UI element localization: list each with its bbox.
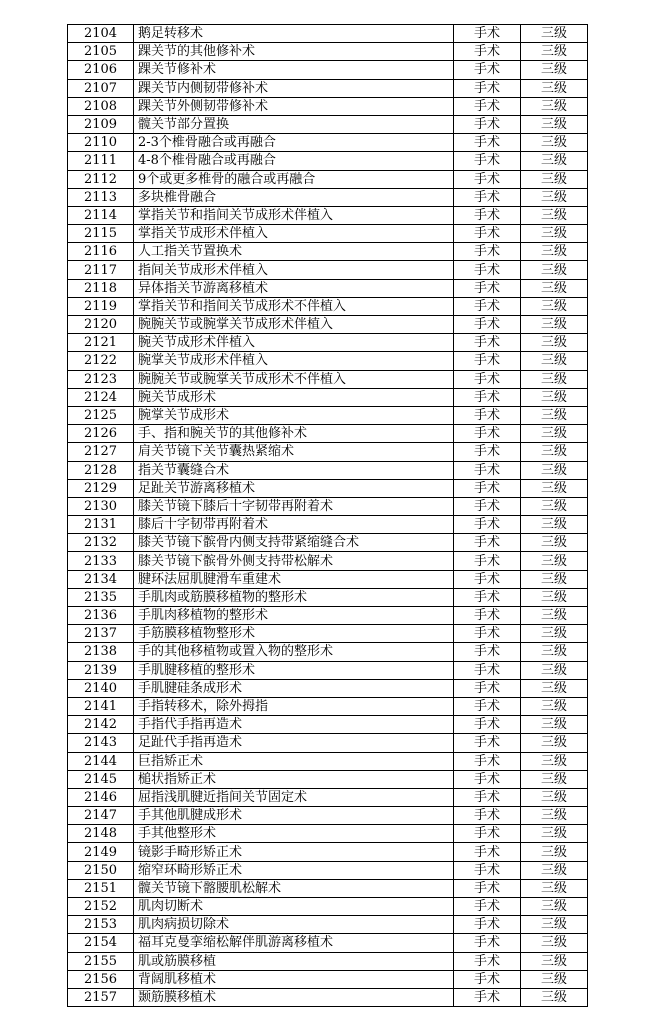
procedure-level-cell: 三级 [521,334,588,352]
row-number-cell: 2133 [68,552,134,570]
row-number-cell: 2146 [68,788,134,806]
table-row [68,843,588,861]
procedure-type-cell: 手术 [454,807,521,825]
table-row [68,170,588,188]
row-number-cell: 2110 [68,134,134,152]
procedure-type-cell: 手术 [454,388,521,406]
row-number-cell: 2107 [68,79,134,97]
table-row [68,97,588,115]
procedure-type-cell: 手术 [454,261,521,279]
procedure-table [67,24,588,1007]
procedure-name-cell: 指关节囊缝合术 [134,461,454,479]
procedure-level-cell: 三级 [521,443,588,461]
procedure-name-cell: 腕腕关节或腕掌关节成形术不伴植入 [134,370,454,388]
procedure-level-cell: 三级 [521,479,588,497]
procedure-name-cell: 踝关节外侧韧带修补术 [134,97,454,115]
procedure-type-cell: 手术 [454,588,521,606]
procedure-level-cell: 三级 [521,425,588,443]
row-number-cell: 2126 [68,425,134,443]
table-row [68,552,588,570]
procedure-level-cell: 三级 [521,261,588,279]
procedure-type-cell: 手术 [454,661,521,679]
procedure-name-cell: 手肌肉或筋膜移植物的整形术 [134,588,454,606]
procedure-name-cell: 手肌腱硅条成形术 [134,679,454,697]
procedure-level-cell: 三级 [521,825,588,843]
procedure-type-cell: 手术 [454,352,521,370]
procedure-name-cell: 膝关节镜下髌骨内侧支持带紧缩缝合术 [134,534,454,552]
row-number-cell: 2155 [68,952,134,970]
procedure-type-cell: 手术 [454,43,521,61]
table-row [68,352,588,370]
procedure-type-cell: 手术 [454,643,521,661]
procedure-type-cell: 手术 [454,370,521,388]
procedure-level-cell: 三级 [521,152,588,170]
table-row [68,206,588,224]
table-row [68,916,588,934]
procedure-name-cell: 2-3个椎骨融合或再融合 [134,134,454,152]
row-number-cell: 2108 [68,97,134,115]
procedure-type-cell: 手术 [454,243,521,261]
row-number-cell: 2121 [68,334,134,352]
table-row [68,79,588,97]
procedure-name-cell: 掌指关节和指间关节成形术不伴植入 [134,297,454,315]
table-row [68,115,588,133]
procedure-level-cell: 三级 [521,934,588,952]
procedure-type-cell: 手术 [454,316,521,334]
table-row [68,770,588,788]
procedure-name-cell: 膝关节镜下髌骨外侧支持带松解术 [134,552,454,570]
procedure-type-cell: 手术 [454,898,521,916]
procedure-type-cell: 手术 [454,170,521,188]
procedure-name-cell: 福耳克曼挛缩松解伴肌游离移植术 [134,934,454,952]
procedure-table-body [68,25,588,1007]
procedure-type-cell: 手术 [454,97,521,115]
procedure-level-cell: 三级 [521,115,588,133]
procedure-type-cell: 手术 [454,225,521,243]
procedure-type-cell: 手术 [454,188,521,206]
procedure-name-cell: 人工指关节置换术 [134,243,454,261]
row-number-cell: 2122 [68,352,134,370]
procedure-type-cell: 手术 [454,497,521,515]
row-number-cell: 2157 [68,988,134,1006]
procedure-name-cell: 手肌腱移植的整形术 [134,661,454,679]
procedure-name-cell: 手的其他移植物或置入物的整形术 [134,643,454,661]
table-row [68,534,588,552]
procedure-type-cell: 手术 [454,152,521,170]
procedure-type-cell: 手术 [454,134,521,152]
procedure-level-cell: 三级 [521,879,588,897]
procedure-type-cell: 手术 [454,752,521,770]
table-row [68,679,588,697]
procedure-name-cell: 手其他肌腱成形术 [134,807,454,825]
table-row [68,752,588,770]
procedure-type-cell: 手术 [454,443,521,461]
table-row [68,370,588,388]
procedure-type-cell: 手术 [454,552,521,570]
row-number-cell: 2151 [68,879,134,897]
procedure-level-cell: 三级 [521,25,588,43]
row-number-cell: 2149 [68,843,134,861]
procedure-level-cell: 三级 [521,43,588,61]
table-row [68,443,588,461]
table-row [68,461,588,479]
procedure-type-cell: 手术 [454,25,521,43]
table-row [68,388,588,406]
procedure-name-cell: 膝关节镜下膝后十字韧带再附着术 [134,497,454,515]
procedure-level-cell: 三级 [521,279,588,297]
procedure-level-cell: 三级 [521,243,588,261]
row-number-cell: 2153 [68,916,134,934]
row-number-cell: 2147 [68,807,134,825]
procedure-level-cell: 三级 [521,716,588,734]
procedure-name-cell: 手其他整形术 [134,825,454,843]
procedure-level-cell: 三级 [521,734,588,752]
table-row [68,716,588,734]
row-number-cell: 2156 [68,970,134,988]
procedure-name-cell: 踝关节修补术 [134,61,454,79]
procedure-level-cell: 三级 [521,570,588,588]
procedure-name-cell: 踝关节的其他修补术 [134,43,454,61]
table-row [68,625,588,643]
procedure-table-container [67,24,587,1007]
procedure-level-cell: 三级 [521,61,588,79]
procedure-name-cell: 髋关节镜下髂腰肌松解术 [134,879,454,897]
procedure-name-cell: 掌指关节和指间关节成形术伴植入 [134,206,454,224]
row-number-cell: 2143 [68,734,134,752]
row-number-cell: 2136 [68,607,134,625]
table-row [68,516,588,534]
procedure-type-cell: 手术 [454,461,521,479]
procedure-name-cell: 手筋膜移植物整形术 [134,625,454,643]
procedure-type-cell: 手术 [454,425,521,443]
procedure-level-cell: 三级 [521,861,588,879]
table-row [68,788,588,806]
procedure-type-cell: 手术 [454,206,521,224]
procedure-name-cell: 足趾关节游离移植术 [134,479,454,497]
procedure-level-cell: 三级 [521,807,588,825]
table-row [68,497,588,515]
procedure-level-cell: 三级 [521,625,588,643]
table-row [68,879,588,897]
row-number-cell: 2124 [68,388,134,406]
row-number-cell: 2104 [68,25,134,43]
table-row [68,61,588,79]
row-number-cell: 2127 [68,443,134,461]
procedure-level-cell: 三级 [521,552,588,570]
procedure-level-cell: 三级 [521,406,588,424]
table-row [68,934,588,952]
procedure-name-cell: 足趾代手指再造术 [134,734,454,752]
row-number-cell: 2123 [68,370,134,388]
procedure-name-cell: 巨指矫正术 [134,752,454,770]
table-row [68,697,588,715]
row-number-cell: 2144 [68,752,134,770]
procedure-type-cell: 手术 [454,534,521,552]
procedure-level-cell: 三级 [521,516,588,534]
row-number-cell: 2128 [68,461,134,479]
procedure-type-cell: 手术 [454,697,521,715]
row-number-cell: 2140 [68,679,134,697]
table-row [68,279,588,297]
procedure-level-cell: 三级 [521,316,588,334]
table-row [68,588,588,606]
procedure-level-cell: 三级 [521,661,588,679]
procedure-type-cell: 手术 [454,406,521,424]
procedure-name-cell: 多块椎骨融合 [134,188,454,206]
table-row [68,643,588,661]
procedure-name-cell: 肩关节镜下关节囊热紧缩术 [134,443,454,461]
procedure-level-cell: 三级 [521,752,588,770]
row-number-cell: 2106 [68,61,134,79]
row-number-cell: 2120 [68,316,134,334]
table-row [68,970,588,988]
procedure-level-cell: 三级 [521,988,588,1006]
procedure-name-cell: 掌指关节成形术伴植入 [134,225,454,243]
procedure-level-cell: 三级 [521,916,588,934]
table-row [68,225,588,243]
row-number-cell: 2119 [68,297,134,315]
row-number-cell: 2114 [68,206,134,224]
procedure-name-cell: 缩窄环畸形矫正术 [134,861,454,879]
procedure-name-cell: 手肌肉移植物的整形术 [134,607,454,625]
table-row [68,861,588,879]
procedure-name-cell: 踝关节内侧韧带修补术 [134,79,454,97]
table-row [68,25,588,43]
procedure-type-cell: 手术 [454,516,521,534]
row-number-cell: 2109 [68,115,134,133]
procedure-level-cell: 三级 [521,898,588,916]
procedure-level-cell: 三级 [521,970,588,988]
row-number-cell: 2118 [68,279,134,297]
table-row [68,425,588,443]
row-number-cell: 2142 [68,716,134,734]
procedure-type-cell: 手术 [454,825,521,843]
procedure-type-cell: 手术 [454,716,521,734]
procedure-type-cell: 手术 [454,916,521,934]
procedure-name-cell: 异体指关节游离移植术 [134,279,454,297]
procedure-level-cell: 三级 [521,643,588,661]
procedure-type-cell: 手术 [454,625,521,643]
procedure-name-cell: 肌肉病损切除术 [134,916,454,934]
procedure-type-cell: 手术 [454,279,521,297]
row-number-cell: 2116 [68,243,134,261]
procedure-type-cell: 手术 [454,952,521,970]
procedure-name-cell: 腕掌关节成形术伴植入 [134,352,454,370]
row-number-cell: 2131 [68,516,134,534]
procedure-level-cell: 三级 [521,388,588,406]
procedure-name-cell: 槌状指矫正术 [134,770,454,788]
table-row [68,607,588,625]
procedure-name-cell: 膝后十字韧带再附着术 [134,516,454,534]
procedure-name-cell: 腕腕关节或腕掌关节成形术伴植入 [134,316,454,334]
procedure-name-cell: 肌肉切断术 [134,898,454,916]
procedure-level-cell: 三级 [521,79,588,97]
row-number-cell: 2150 [68,861,134,879]
row-number-cell: 2113 [68,188,134,206]
procedure-type-cell: 手术 [454,479,521,497]
row-number-cell: 2154 [68,934,134,952]
row-number-cell: 2139 [68,661,134,679]
procedure-name-cell: 腕掌关节成形术 [134,406,454,424]
procedure-level-cell: 三级 [521,352,588,370]
procedure-type-cell: 手术 [454,334,521,352]
procedure-level-cell: 三级 [521,952,588,970]
table-row [68,479,588,497]
row-number-cell: 2105 [68,43,134,61]
procedure-level-cell: 三级 [521,461,588,479]
procedure-name-cell: 背阔肌移植术 [134,970,454,988]
procedure-level-cell: 三级 [521,188,588,206]
row-number-cell: 2117 [68,261,134,279]
procedure-type-cell: 手术 [454,61,521,79]
procedure-type-cell: 手术 [454,788,521,806]
table-row [68,152,588,170]
row-number-cell: 2125 [68,406,134,424]
procedure-level-cell: 三级 [521,225,588,243]
row-number-cell: 2134 [68,570,134,588]
table-row [68,734,588,752]
row-number-cell: 2112 [68,170,134,188]
procedure-level-cell: 三级 [521,697,588,715]
procedure-type-cell: 手术 [454,115,521,133]
procedure-name-cell: 屈指浅肌腱近指间关节固定术 [134,788,454,806]
row-number-cell: 2141 [68,697,134,715]
row-number-cell: 2145 [68,770,134,788]
procedure-type-cell: 手术 [454,770,521,788]
table-row [68,952,588,970]
procedure-type-cell: 手术 [454,934,521,952]
row-number-cell: 2137 [68,625,134,643]
row-number-cell: 2135 [68,588,134,606]
procedure-level-cell: 三级 [521,97,588,115]
row-number-cell: 2148 [68,825,134,843]
procedure-level-cell: 三级 [521,770,588,788]
procedure-level-cell: 三级 [521,170,588,188]
procedure-name-cell: 9个或更多椎骨的融合或再融合 [134,170,454,188]
procedure-name-cell: 4-8个椎骨融合或再融合 [134,152,454,170]
procedure-type-cell: 手术 [454,679,521,697]
table-row [68,134,588,152]
row-number-cell: 2130 [68,497,134,515]
procedure-level-cell: 三级 [521,588,588,606]
procedure-level-cell: 三级 [521,843,588,861]
procedure-level-cell: 三级 [521,497,588,515]
procedure-name-cell: 腱环法屈肌腱滑车重建术 [134,570,454,588]
table-row [68,898,588,916]
procedure-type-cell: 手术 [454,843,521,861]
table-row [68,243,588,261]
table-row [68,406,588,424]
row-number-cell: 2132 [68,534,134,552]
row-number-cell: 2138 [68,643,134,661]
procedure-type-cell: 手术 [454,607,521,625]
row-number-cell: 2115 [68,225,134,243]
procedure-name-cell: 手、指和腕关节的其他修补术 [134,425,454,443]
table-row [68,661,588,679]
table-row [68,261,588,279]
table-row [68,43,588,61]
procedure-name-cell: 腕关节成形术 [134,388,454,406]
procedure-level-cell: 三级 [521,134,588,152]
procedure-name-cell: 髋关节部分置换 [134,115,454,133]
procedure-name-cell: 手指代手指再造术 [134,716,454,734]
row-number-cell: 2152 [68,898,134,916]
procedure-type-cell: 手术 [454,570,521,588]
table-row [68,825,588,843]
row-number-cell: 2111 [68,152,134,170]
table-row [68,297,588,315]
procedure-type-cell: 手术 [454,297,521,315]
table-row [68,988,588,1006]
table-row [68,316,588,334]
procedure-type-cell: 手术 [454,734,521,752]
table-row [68,334,588,352]
procedure-type-cell: 手术 [454,970,521,988]
procedure-name-cell: 腕关节成形术伴植入 [134,334,454,352]
procedure-type-cell: 手术 [454,79,521,97]
procedure-name-cell: 颞筋膜移植术 [134,988,454,1006]
procedure-level-cell: 三级 [521,370,588,388]
procedure-level-cell: 三级 [521,297,588,315]
table-row [68,188,588,206]
procedure-name-cell: 肌或筋膜移植 [134,952,454,970]
procedure-type-cell: 手术 [454,861,521,879]
procedure-name-cell: 手指转移术，除外拇指 [134,697,454,715]
procedure-level-cell: 三级 [521,679,588,697]
procedure-name-cell: 鹅足转移术 [134,25,454,43]
procedure-type-cell: 手术 [454,988,521,1006]
procedure-level-cell: 三级 [521,206,588,224]
row-number-cell: 2129 [68,479,134,497]
table-row [68,570,588,588]
table-row [68,807,588,825]
procedure-level-cell: 三级 [521,534,588,552]
procedure-name-cell: 镜影手畸形矫正术 [134,843,454,861]
procedure-level-cell: 三级 [521,788,588,806]
procedure-type-cell: 手术 [454,879,521,897]
procedure-level-cell: 三级 [521,607,588,625]
procedure-name-cell: 指间关节成形术伴植入 [134,261,454,279]
